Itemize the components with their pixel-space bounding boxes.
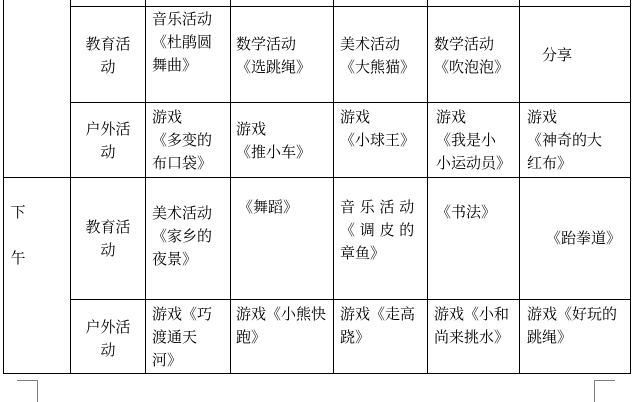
col-line-3 xyxy=(230,0,231,374)
col-line-4 xyxy=(333,0,334,374)
row-label-morning-outdoor: 户外活 动 xyxy=(85,120,131,161)
cell-afternoon-outdoor-1: 游戏《巧 渡通天 河》 xyxy=(152,305,213,369)
row-line-4 xyxy=(70,299,630,300)
col-line-0 xyxy=(3,0,4,374)
cell-afternoon-edu-3: 音 乐 活 动 《 调 皮 的 章鱼》 xyxy=(340,198,415,262)
cell-afternoon-edu-2: 《舞蹈》 xyxy=(238,198,299,216)
col-line-7 xyxy=(630,0,631,374)
cell-afternoon-outdoor-4: 游戏《小和 尚来挑水》 xyxy=(434,305,510,346)
row-label-afternoon-edu: 教育活 动 xyxy=(85,218,131,259)
row-line-1 xyxy=(70,6,630,7)
cell-afternoon-outdoor-3: 游戏《走高 跷》 xyxy=(340,305,416,346)
cell-morning-outdoor-4: 游戏 《我是小 小运动员》 xyxy=(436,108,512,172)
cell-morning-edu-4: 数学活动 《吹泡泡》 xyxy=(434,35,510,76)
cell-morning-outdoor-1: 游戏 《多变的 布口袋》 xyxy=(152,108,213,172)
period-label-afternoon: 下 午 xyxy=(10,203,26,267)
cell-morning-outdoor-2: 游戏 《推小车》 xyxy=(236,120,312,161)
col-line-5 xyxy=(427,0,428,374)
row-line-3 xyxy=(3,177,630,178)
cell-morning-edu-5: 分享 xyxy=(542,46,573,64)
cell-morning-edu-3: 美术活动 《大熊猫》 xyxy=(340,35,416,76)
row-label-morning-edu: 教育活 动 xyxy=(85,35,131,76)
cell-afternoon-edu-1: 美术活动 《家乡的 夜景》 xyxy=(152,204,213,268)
cell-afternoon-outdoor-5: 游戏《好玩的 跳绳》 xyxy=(527,305,618,346)
cell-afternoon-outdoor-2: 游戏《小熊快 跑》 xyxy=(236,305,327,346)
cell-morning-edu-2: 数学活动 《选跳绳》 xyxy=(236,35,312,76)
col-line-6 xyxy=(519,0,520,374)
col-line-2 xyxy=(145,0,146,374)
cell-afternoon-edu-5: 《跆拳道》 xyxy=(546,229,622,247)
row-line-5 xyxy=(3,373,630,374)
cell-morning-outdoor-3: 游戏 《小球王》 xyxy=(340,108,416,149)
cell-morning-outdoor-5: 游戏 《神奇的大 红布》 xyxy=(527,108,603,172)
cell-morning-edu-1: 音乐活动 《杜鹃圆 舞曲》 xyxy=(152,10,213,74)
row-label-afternoon-outdoor: 户外活 动 xyxy=(85,318,131,359)
row-line-2 xyxy=(70,102,630,103)
col-line-1 xyxy=(70,0,71,374)
cell-afternoon-edu-4: 《书法》 xyxy=(436,203,497,221)
